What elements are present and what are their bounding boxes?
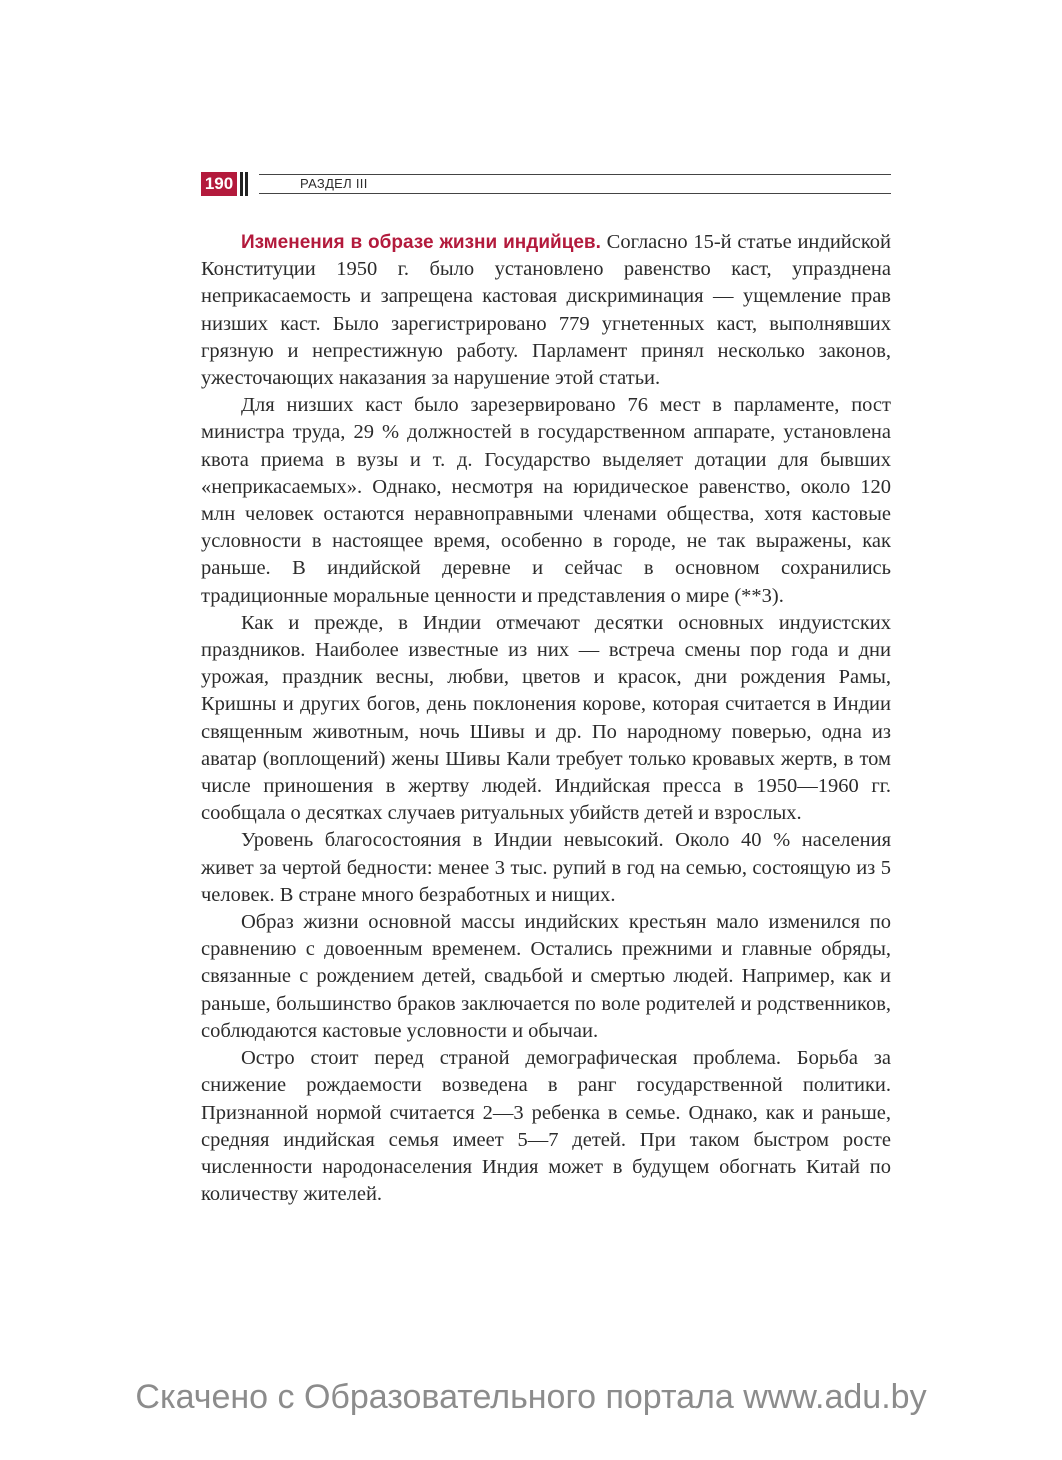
paragraph: Для низших каст было зарезервировано 76 мест в парламенте, пост министра труда, 29 % должностей в государственном аппарате, установлена квота приема в вузы и т. д. Государство выделяет дотации для бывших «неприкасаемых». Однако, несмотря на юридическое равенство, около 120 млн человек остаются неравноправными членами общества, хотя кастовые условности в настоящее время, особенно в городе, не так выражены, как раньше. В индийской деревне и сейчас в основном сохранились традиционные моральные ценности и представления о мире (**3).	[201, 394, 891, 607]
header-divider-bar	[240, 172, 243, 196]
page-header	[201, 172, 891, 196]
paragraph: Остро стоит перед страной демографическая проблема. Борьба за снижение рождаемости возведена в ранг государственной политики. Признанной нормой считается 2—3 ребенка в семье. Однако, как и раньше, средняя индийская семья имеет 5—7 детей. При таком быстром росте численности народонаселения Индия может в будущем обогнать Китай по количеству жителей.	[201, 1047, 891, 1206]
header-rule-bottom	[259, 193, 891, 194]
header-rule-top	[259, 174, 891, 175]
paragraph-text: Согласно 15-й статье индийской Конституции 1950 г. было установлено равенство каст, упразднена неприкасаемость и запрещена кастовая дискриминация — ущемление прав низших каст. Было зарегистрировано 779 угнетенных каст, выполнявших грязную и непрестижную работу. Парламент принял несколько законов, ужесточающих наказания за нарушение этой статьи.	[201, 231, 892, 390]
paragraph: Как и прежде, в Индии отмечают десятки основных индуистских праздников. Наиболее известные из них — встреча смены пор года и дни урожая, праздник весны, любви, цветов и красок, дни рождения Рамы, Кришны и других богов, день поклонения корове, которая считается в Индии священным животным, ночь Шивы и др. По народному поверью, одна из аватар (воплощений) жены Шивы Кали требует только кровавых жертв, в том числе приношения в жертву людей. Индийская пресса в 1950—1960 гг. сообщала о десятках случаев ритуальных убийств детей и взрослых.	[201, 611, 891, 825]
download-watermark: Скачено с Образовательного портала www.adu.by	[135, 1378, 927, 1416]
section-title: РАЗДЕЛ III	[300, 176, 368, 191]
article-body	[201, 229, 891, 1208]
header-divider-bar	[245, 172, 248, 196]
page-number: 190	[201, 172, 237, 196]
paragraph	[201, 229, 891, 392]
paragraph: Образ жизни основной массы индийских крестьян мало изменился по сравнению с довоенным временем. Остались прежними и главные обряды, связанные с рождением детей, свадьбой и смертью людей. Например, как и раньше, большинство браков заключается по воле родителей и родственников, соблюдаются кастовые условности и обычаи.	[201, 911, 891, 1042]
section-heading: Изменения в образе жизни индийцев.	[241, 232, 601, 253]
paragraph: Уровень благосостояния в Индии невысокий. Около 40 % населения живет за чертой бедности: менее 3 тыс. рупий в год на семью, состоящую из 5 человек. В стране много безработных и нищих.	[201, 829, 891, 906]
